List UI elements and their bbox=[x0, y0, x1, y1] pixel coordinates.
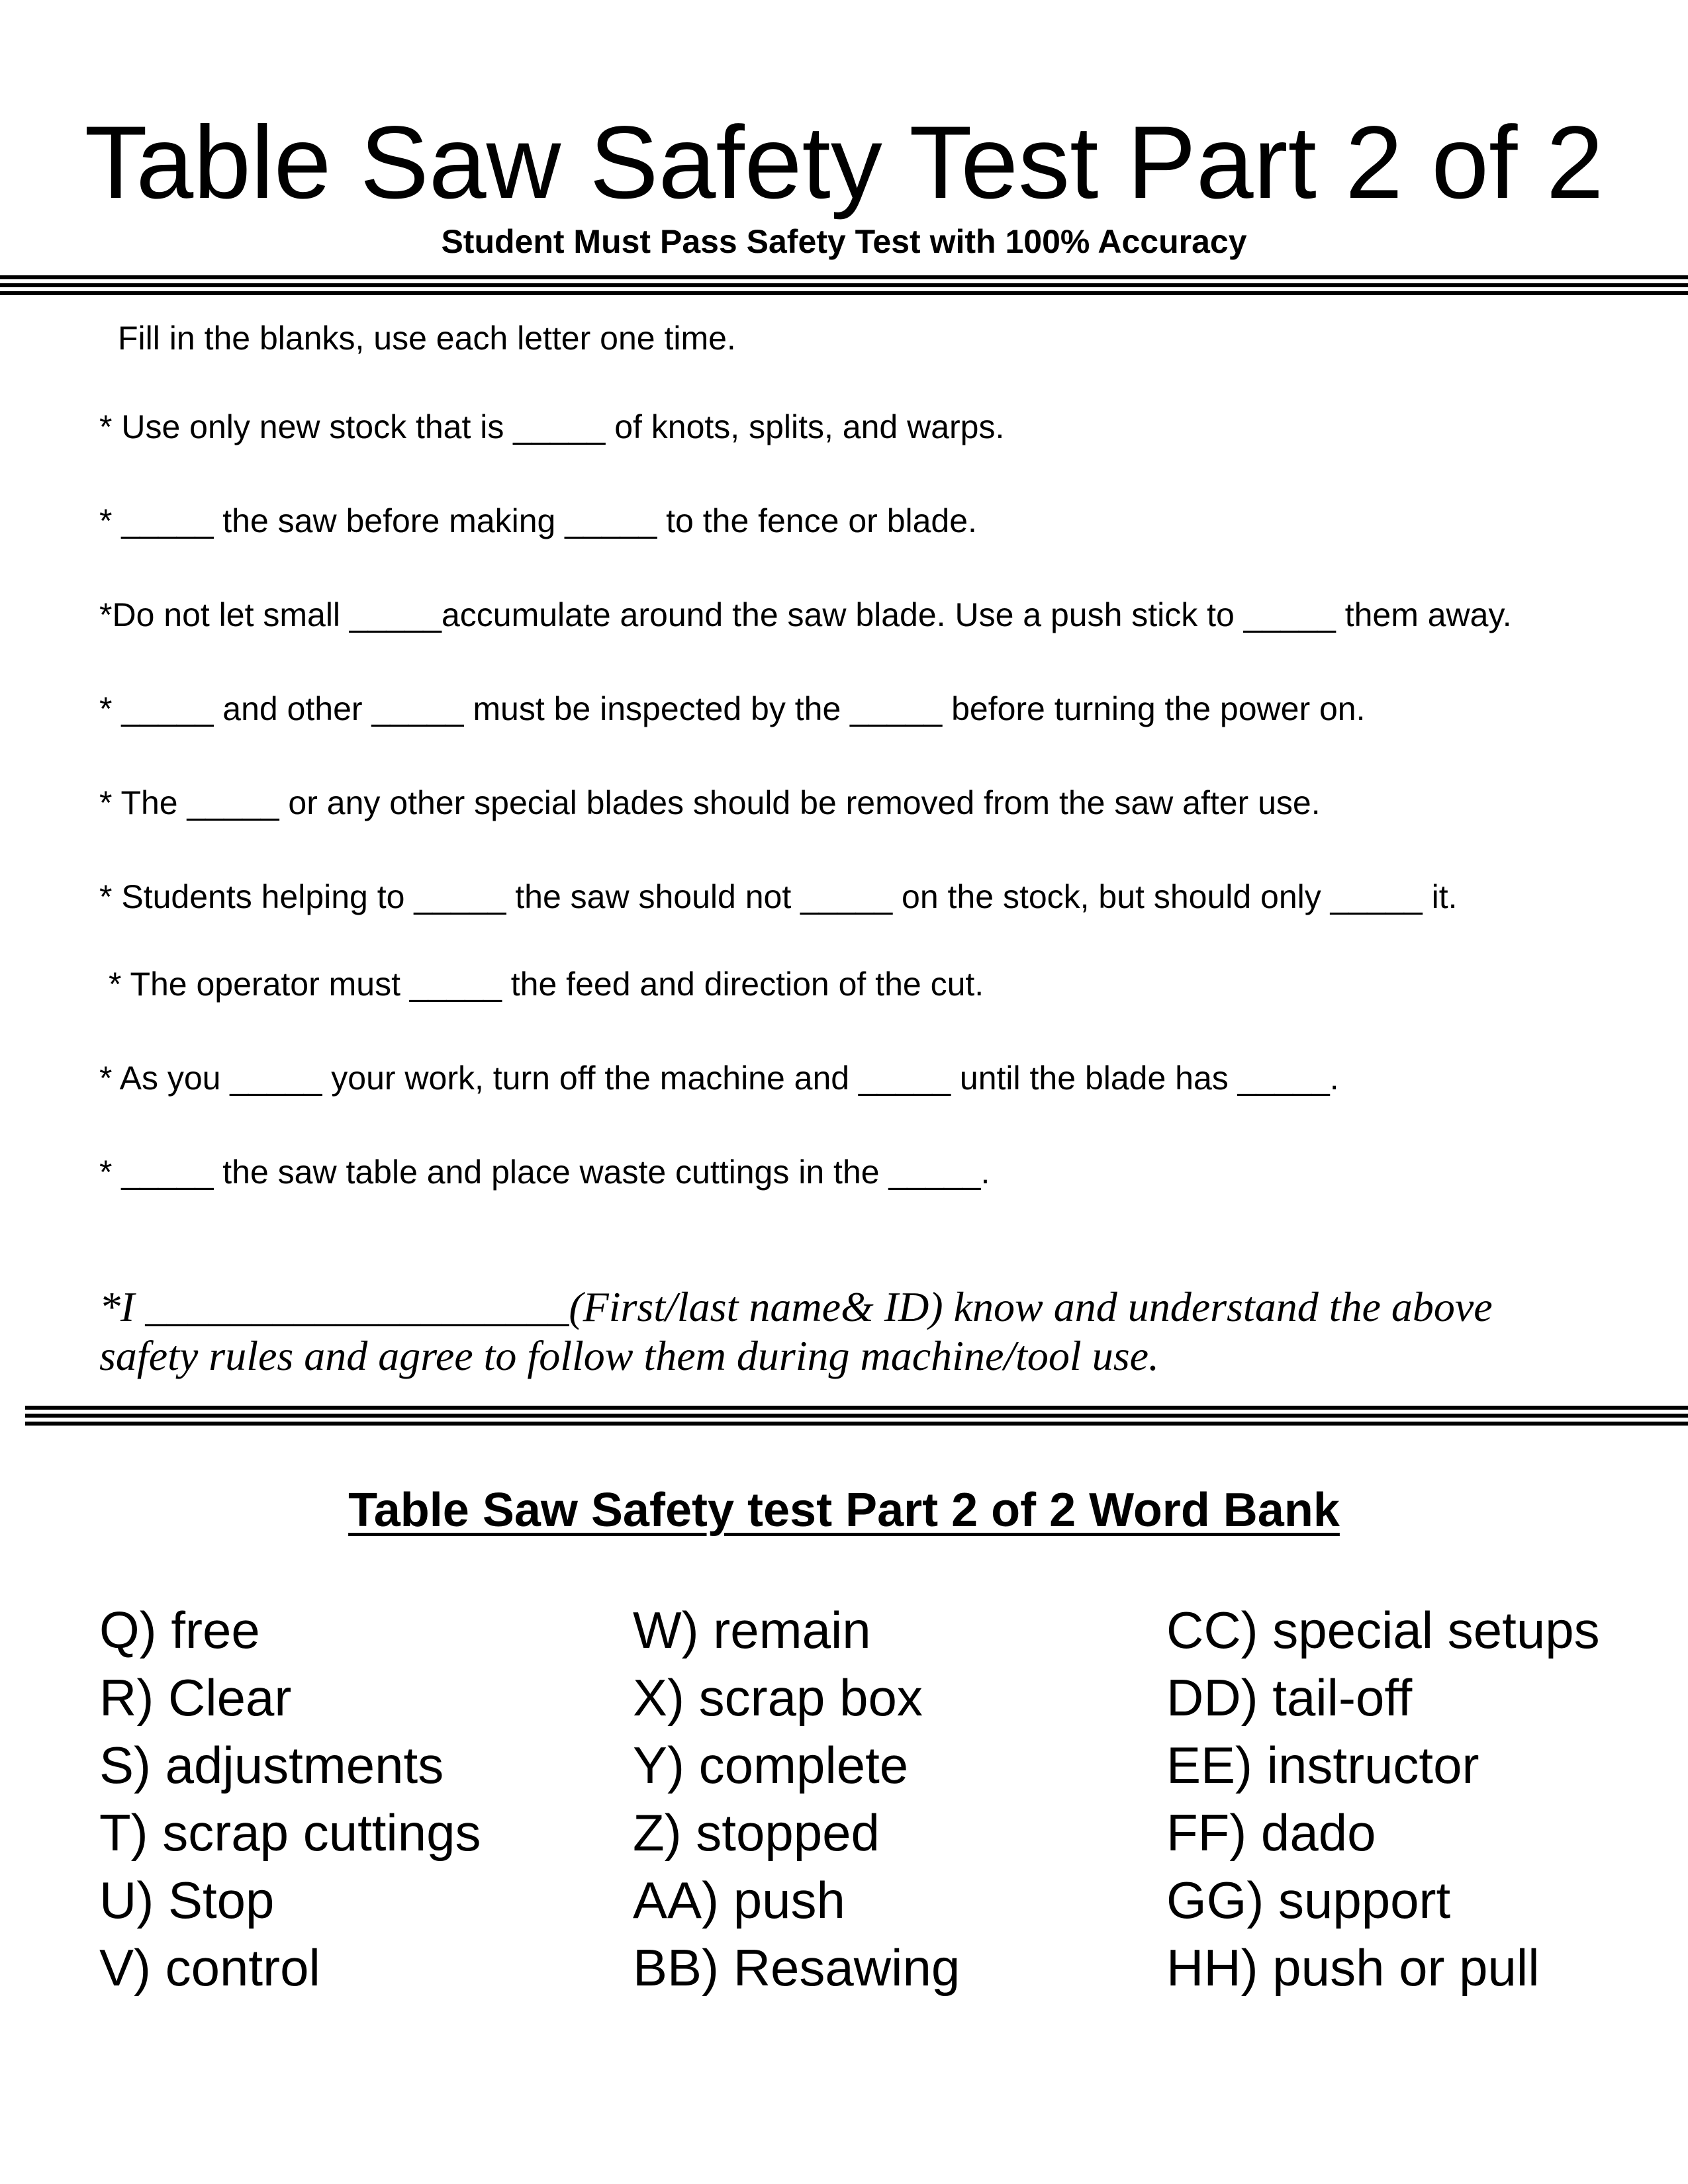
pledge-line-2: safety rules and agree to follow them during machine/tool use. bbox=[99, 1332, 1159, 1379]
word-bank-item: HH) push or pull bbox=[1166, 1938, 1540, 1997]
word-bank-item: R) Clear bbox=[99, 1668, 292, 1727]
word-bank-item: S) adjustments bbox=[99, 1736, 444, 1794]
page-subtitle: Student Must Pass Safety Test with 100% Accuracy bbox=[441, 223, 1247, 260]
word-bank-column-3 bbox=[1166, 1596, 1600, 2001]
word-bank-item: U) Stop bbox=[99, 1871, 275, 1929]
word-bank-title bbox=[0, 1484, 1688, 1537]
question-3: *Do not let small _____accumulate around the saw blade. Use a push stick to _____ them away. bbox=[99, 596, 1512, 633]
question-1: * Use only new stock that is _____ of knots, splits, and warps. bbox=[99, 408, 1005, 445]
question-8: * As you _____ your work, turn off the machine and _____ until the blade has _____. bbox=[99, 1060, 1339, 1097]
question-5: * The _____ or any other special blades should be removed from the saw after use. bbox=[99, 784, 1321, 821]
pledge-statement bbox=[99, 1283, 1622, 1381]
page-title: Table Saw Safety Test Part 2 of 2 bbox=[84, 105, 1604, 220]
word-bank-item: CC) special setups bbox=[1166, 1601, 1600, 1659]
question-2: * _____ the saw before making _____ to the fence or blade. bbox=[99, 502, 977, 539]
question-4: * _____ and other _____ must be inspected by the _____ before turning the power on. bbox=[99, 690, 1366, 727]
question-9: * _____ the saw table and place waste cuttings in the _____. bbox=[99, 1154, 990, 1191]
word-bank-item: W) remain bbox=[633, 1601, 871, 1659]
word-bank-item: DD) tail-off bbox=[1166, 1668, 1413, 1727]
question-6: * Students helping to _____ the saw should not _____ on the stock, but should only _____ it. bbox=[99, 878, 1458, 915]
pledge-line-1: *I ____________________(First/last name& ID) know and understand the above bbox=[99, 1283, 1493, 1330]
word-bank-column-2 bbox=[633, 1596, 960, 2001]
divider-top-line-2 bbox=[0, 283, 1688, 287]
divider-bottom-line-1 bbox=[25, 1406, 1688, 1410]
divider-top-line-1 bbox=[0, 275, 1688, 279]
word-bank-title-text: Table Saw Safety test Part 2 of 2 Word Bank bbox=[348, 1484, 1340, 1537]
word-bank-item: GG) support bbox=[1166, 1871, 1451, 1929]
word-bank-item: X) scrap box bbox=[633, 1668, 923, 1727]
word-bank-item: FF) dado bbox=[1166, 1803, 1376, 1862]
word-bank-item: AA) push bbox=[633, 1871, 845, 1929]
divider-bottom-line-2 bbox=[25, 1414, 1688, 1418]
divider-bottom-line-3 bbox=[25, 1422, 1688, 1426]
word-bank-item: BB) Resawing bbox=[633, 1938, 961, 1997]
divider-top-line-3 bbox=[0, 291, 1688, 295]
question-7: * The operator must _____ the feed and direction of the cut. bbox=[109, 966, 984, 1003]
word-bank-item: V) control bbox=[99, 1938, 320, 1997]
word-bank-item: Q) free bbox=[99, 1601, 260, 1659]
word-bank-item: Z) stopped bbox=[633, 1803, 880, 1862]
word-bank-item: Y) complete bbox=[633, 1736, 909, 1794]
instructions: Fill in the blanks, use each letter one time. bbox=[118, 320, 736, 357]
word-bank-item: EE) instructor bbox=[1166, 1736, 1479, 1794]
word-bank-item: T) scrap cuttings bbox=[99, 1803, 481, 1862]
word-bank-column-1 bbox=[99, 1596, 481, 2001]
